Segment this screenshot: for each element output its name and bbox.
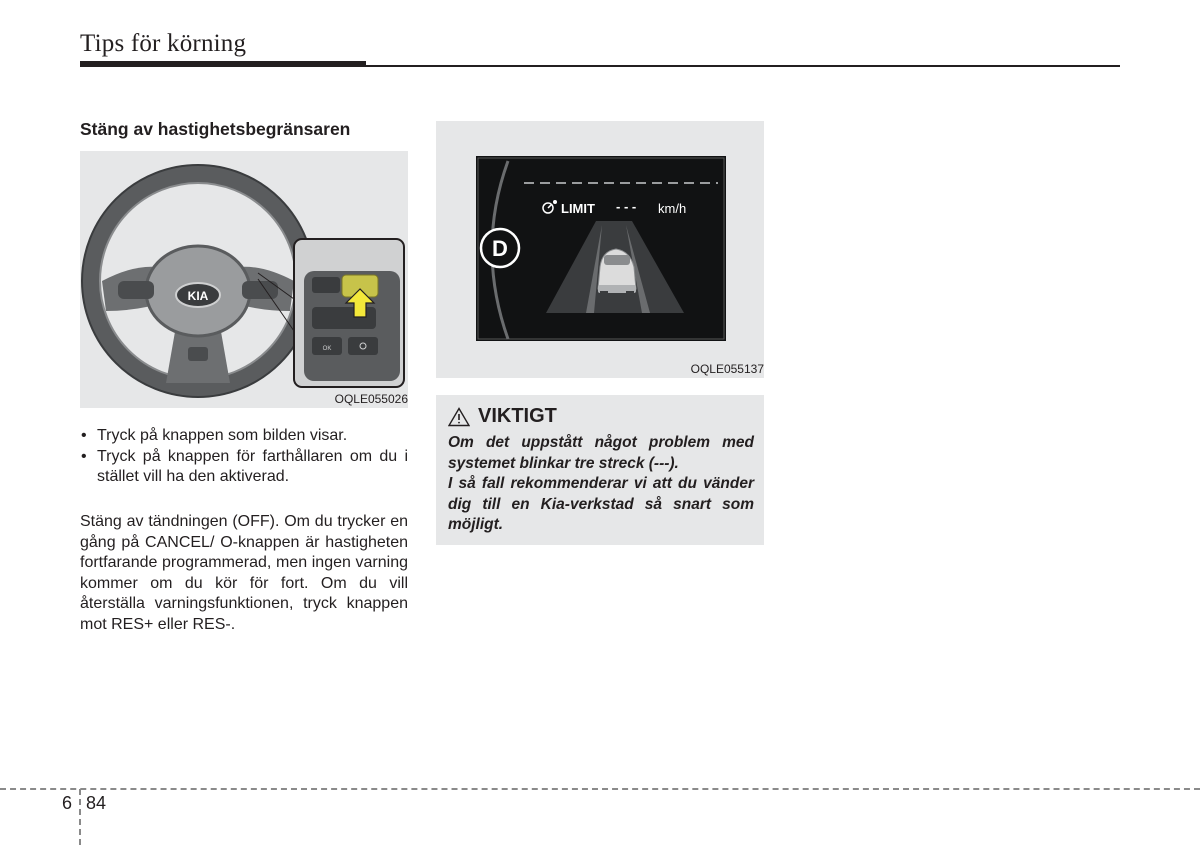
gear-letter: D [492, 236, 508, 261]
steering-wheel-illustration [80, 151, 408, 408]
chapter-number: 6 [62, 793, 73, 813]
warning-text-line: Om det uppstått något problem med systemet blinkar tre streck (---). [448, 434, 754, 472]
page-header-title: Tips för körning [80, 30, 247, 57]
bullet-list [80, 426, 408, 488]
footer-divider [79, 789, 81, 845]
bullet-item: • Tryck på knappen för farthållaren om du i stället vill ha den aktiverad. [80, 447, 408, 488]
cluster-display-figure [436, 121, 764, 378]
limit-value: - - - [616, 199, 637, 214]
warning-triangle-icon [448, 407, 470, 427]
figure-code: OQLE055137 [690, 362, 764, 376]
warning-text-line: I så fall rekommenderar vi att du vänder dig till en Kia-verkstad så snart som möjligt. [448, 475, 754, 533]
footer-rule [0, 788, 1200, 790]
section-heading: Stäng av hastighetsbegränsaren [80, 119, 351, 139]
figure-code: OQLE055026 [334, 392, 408, 406]
header-rule [80, 65, 1120, 67]
page-number: 84 [86, 793, 107, 813]
ok-button-label: OK [322, 346, 332, 352]
warning-title-row [448, 405, 557, 428]
steering-wheel-figure [80, 151, 408, 408]
limit-label: LIMIT [561, 201, 595, 216]
body-paragraph: Stäng av tändningen (OFF). Om du trycker en gång på CANCEL/ O-knappen är hastigheten fortfarande programmerad, men ingen varning kommer om du kör för fort. Om du vill återställa varningsfunktionen, tryck knappen mot RES+ eller RES-. [80, 513, 408, 633]
warning-text [448, 433, 754, 536]
kia-logo-text: KIA [187, 289, 209, 303]
warning-title: VIKTIGT [478, 405, 557, 427]
cluster-display-illustration [436, 121, 764, 378]
speed-unit: km/h [658, 201, 687, 216]
bullet-item: • Tryck på knappen som bilden visar. [80, 426, 408, 447]
warning-box [436, 395, 764, 545]
